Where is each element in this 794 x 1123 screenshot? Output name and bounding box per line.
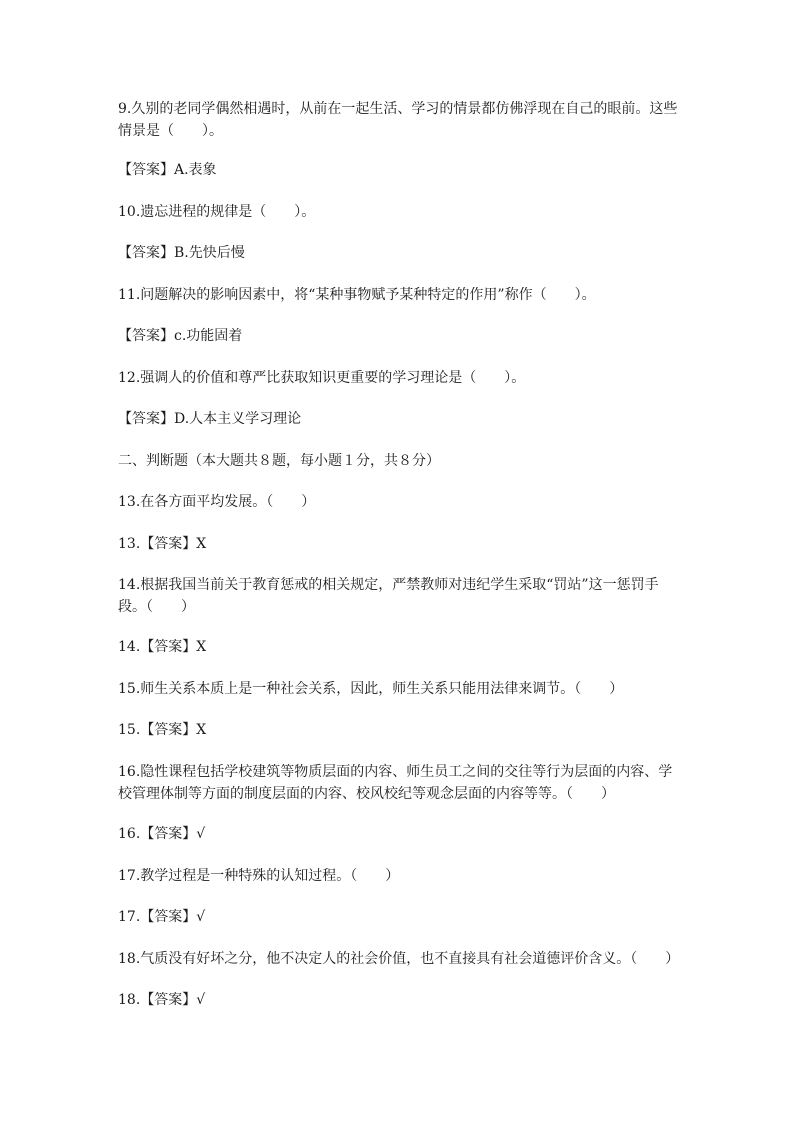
answer-11: 【答案】c.功能固着 — [118, 328, 243, 344]
question-10: 10.遗忘进程的规律是（ ）。 — [118, 204, 316, 220]
question-9: 9.久别的老同学偶然相遇时，从前在一起生活、学习的情景都仿佛浮现在自己的眼前。这些情景是（ ）。 — [118, 101, 678, 139]
question-11: 11.问题解决的影响因素中，将“某种事物赋予某种特定的作用”称作（ ）。 — [118, 287, 596, 303]
question-14: 14.根据我国当前关于教育惩戒的相关规定，严禁教师对违纪学生采取“罚站”这一惩罚手段。（ ） — [118, 577, 659, 615]
question-16: 16.隐性课程包括学校建筑等物质层面的内容、师生员工之间的交往等行为层面的内容、学校管理体制等方面的制度层面的内容、校风校纪等观念层面的内容等等。（ ） — [118, 764, 673, 802]
question-15: 15.师生关系本质上是一种社会关系，因此，师生关系只能用法律来调节。（ ） — [118, 681, 624, 697]
question-17: 17.教学过程是一种特殊的认知过程。（ ） — [118, 868, 400, 884]
answer-16: 16.【答案】√ — [118, 826, 206, 842]
answer-15: 15.【答案】X — [118, 722, 207, 738]
answer-9: 【答案】A.表象 — [118, 162, 217, 178]
answer-18: 18.【答案】√ — [118, 992, 206, 1008]
section-heading-judgment: 二、判断题（本大题共８题，每小题１分，共８分） — [118, 453, 440, 469]
answer-17: 17.【答案】√ — [118, 909, 206, 925]
answer-12: 【答案】D.人本主义学习理论 — [118, 411, 302, 427]
question-12: 12.强调人的价值和尊严比获取知识更重要的学习理论是（ ）。 — [118, 370, 526, 386]
answer-13: 13.【答案】X — [118, 536, 207, 552]
answer-10: 【答案】B.先快后慢 — [118, 245, 245, 261]
question-13: 13.在各方面平均发展。（ ） — [118, 494, 316, 510]
question-18: 18.气质没有好坏之分，他不决定人的社会价值，也不直接具有社会道德评价含义。（ ） — [118, 951, 680, 967]
answer-14: 14.【答案】X — [118, 639, 207, 655]
